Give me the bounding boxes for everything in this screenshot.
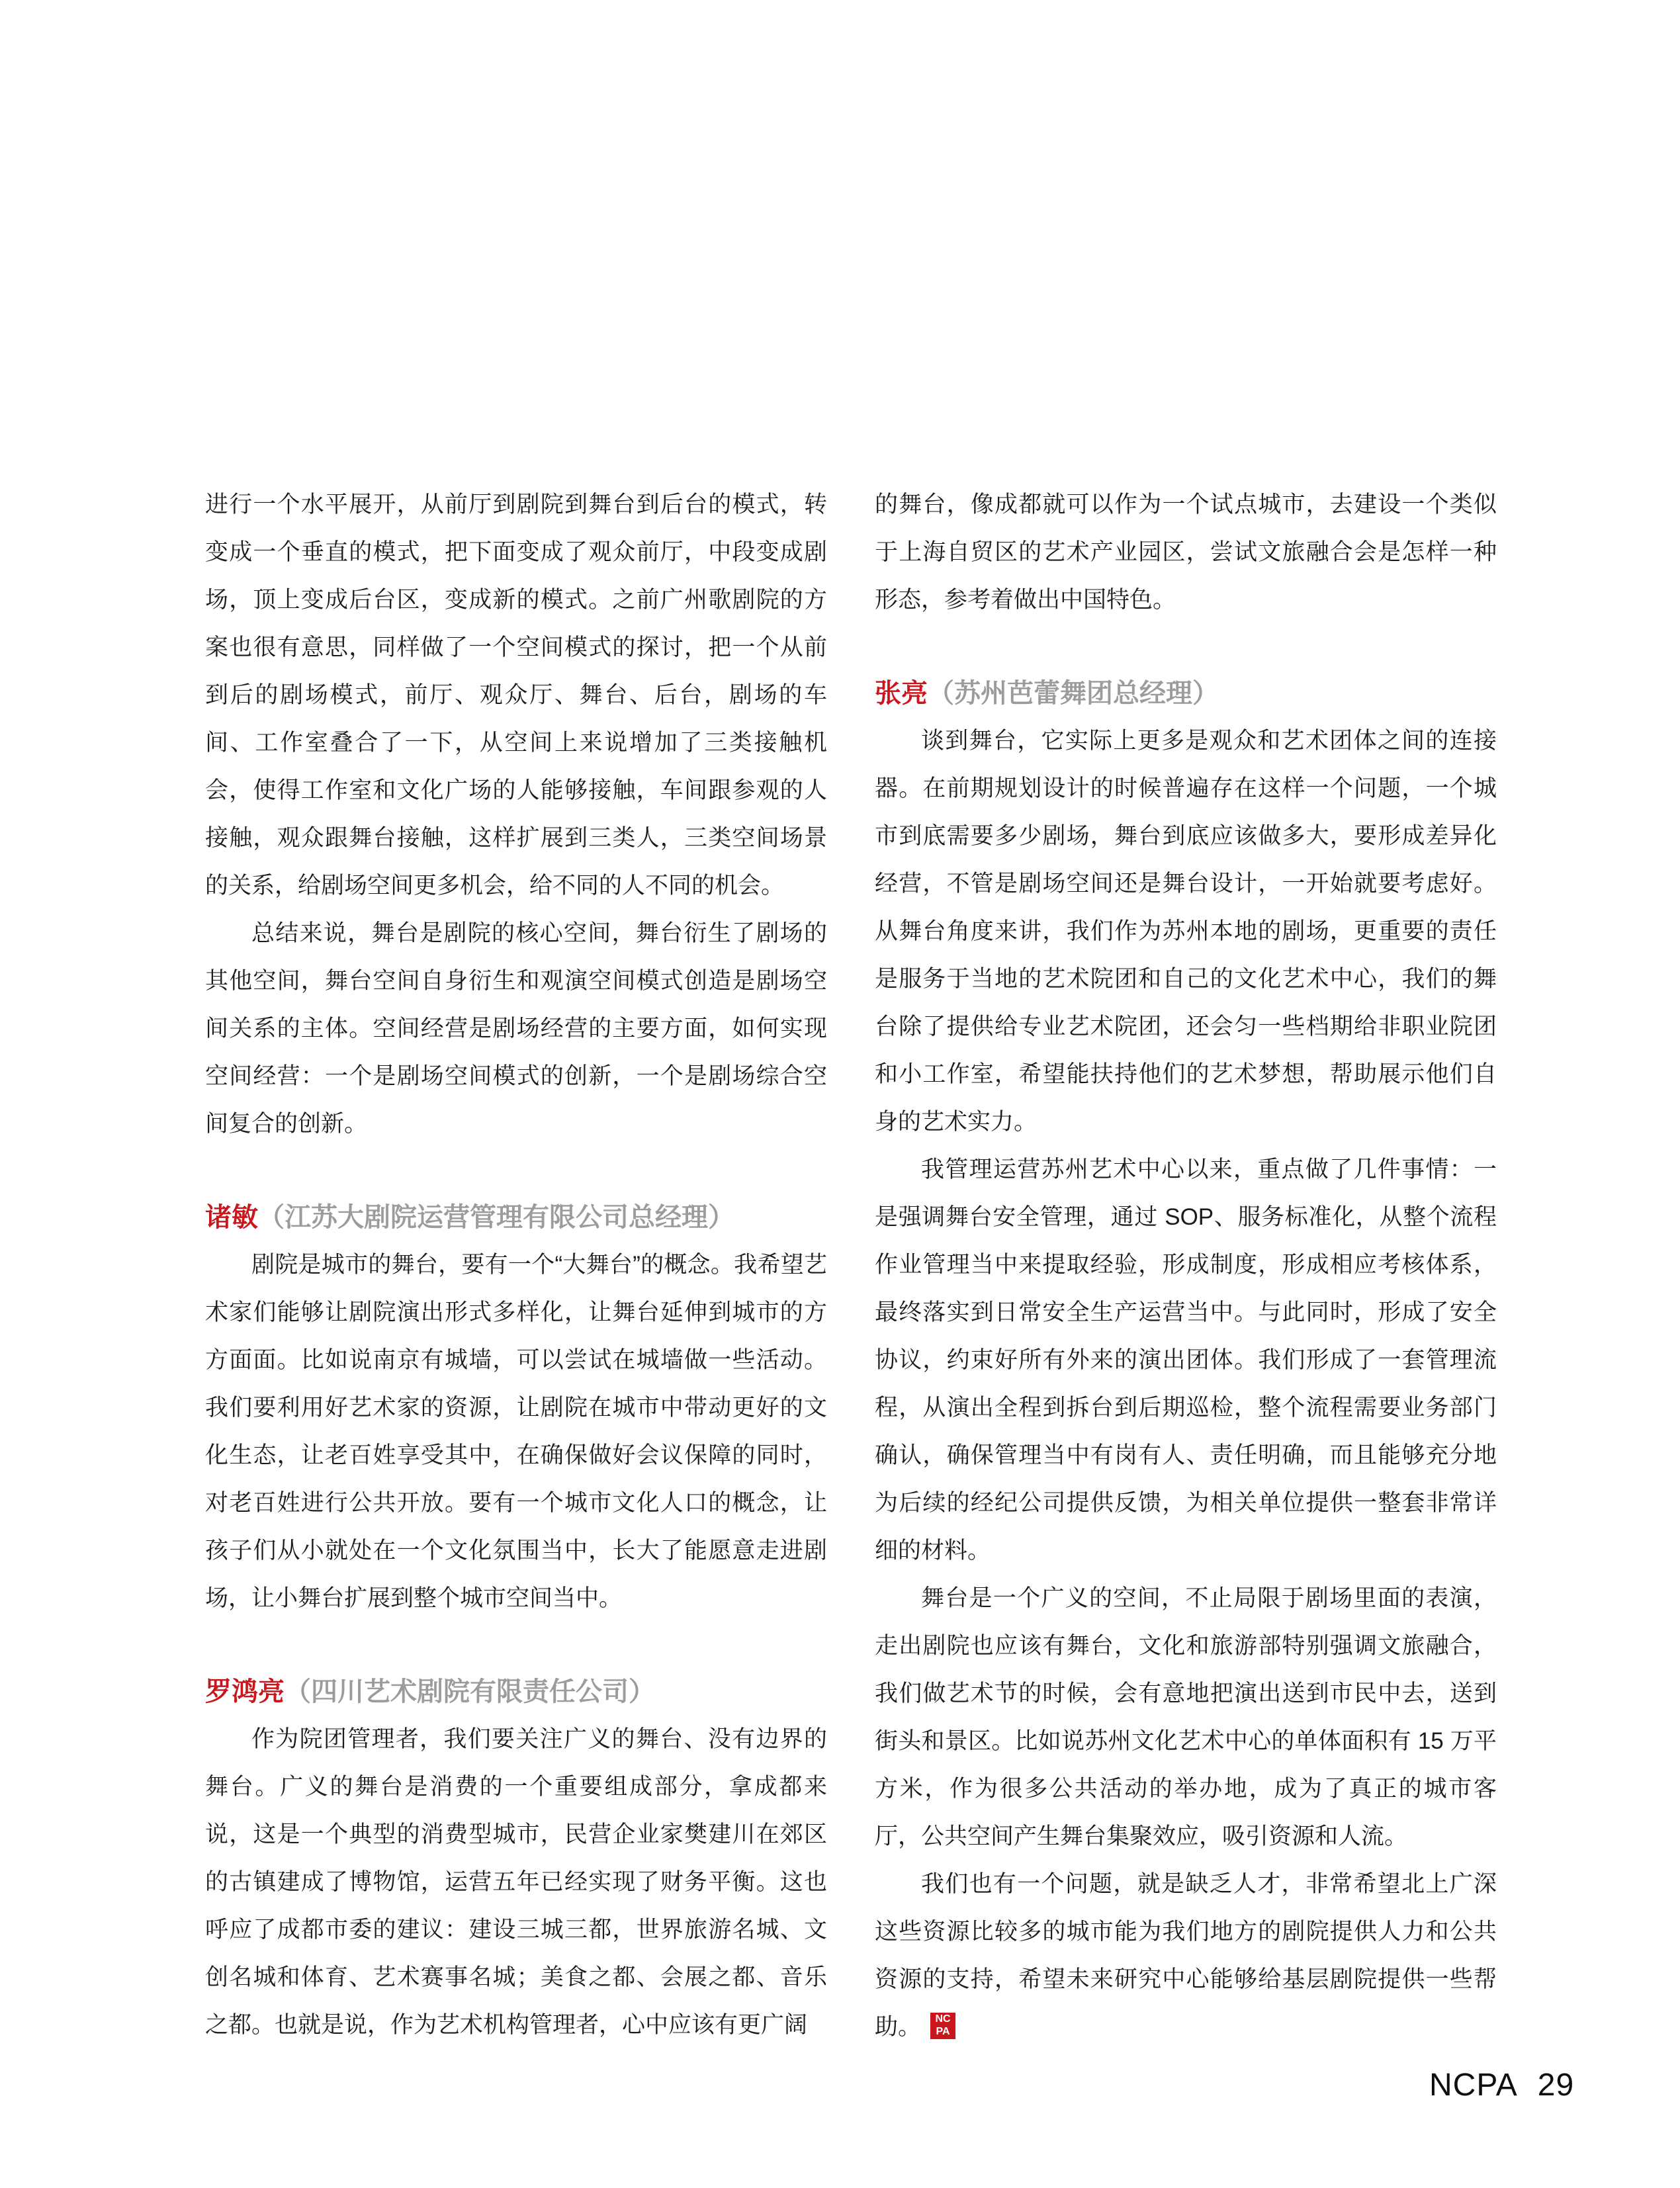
paragraph: 进行一个水平展开，从前厅到剧院到舞台到后台的模式，转变成一个垂直的模式，把下面变成了观众前厅，中段变成剧场，顶上变成后台区，变成新的模式。之前广州歌剧院的方案也很有意思，同样做了一个空间模式的探讨，把一个从前到后的剧场模式，前厅、观众厅、舞台、后台，剧场的车间、工作室叠合了一下，从空间上来说增加了三类接触机会，使得工作室和文化广场的人能够接触，车间跟参观的人接触，观众跟舞台接触，这样扩展到三类人，三类空间场景的关系，给剧场空间更多机会，给不同的人不同的机会。 — [205, 492, 827, 898]
page-number: 29 — [1537, 2068, 1575, 2103]
page-footer — [1429, 2070, 1574, 2101]
left-column — [205, 481, 827, 2049]
speaker-heading — [205, 1668, 827, 1716]
paragraph: 我管理运营苏州艺术中心以来，重点做了几件事情：一是强调舞台安全管理，通过 SOP、服务标准化，从整个流程作业管理当中来提取经验，形成制度，形成相应考核体系，最终落实到日常安全生产运营当中。与此同时，形成了安全协议，约束好所有外来的演出团体。我们形成了一套管理流程，从演出全程到拆台到后期巡检，整个流程需要业务部门确认，确保管理当中有岗有人、责任明确，而且能够充分地为后续的经纪公司提供反馈，为相关单位提供一整套非常详细的材料。 — [875, 1157, 1497, 1563]
paragraph: 谈到舞台，它实际上更多是观众和艺术团体之间的连接器。在前期规划设计的时候普遍存在这样一个问题，一个城市到底需要多少剧场，舞台到底应该做多大，要形成差异化经营，不管是剧场空间还是舞台设计，一开始就要考虑好。从舞台角度来讲，我们作为苏州本地的剧场，更重要的责任是服务于当地的艺术院团和自己的文化艺术中心，我们的舞台除了提供给专业艺术院团，还会匀一些档期给非职业院团和小工作室，希望能扶持他们的艺术梦想，帮助展示他们自身的艺术实力。 — [875, 728, 1497, 1135]
journal-name: NCPA — [1429, 2068, 1518, 2103]
speaker-name: 诸敏 — [205, 1203, 258, 1232]
paragraph: 作为院团管理者，我们要关注广义的舞台、没有边界的舞台。广义的舞台是消费的一个重要组成部分，拿成都来说，这是一个典型的消费型城市，民营企业家樊建川在郊区的古镇建成了博物馆，运营五年已经实现了财务平衡。这也呼应了成都市委的建议：建设三城三都，世界旅游名城、文创名城和体育、艺术赛事名城；美食之都、会展之都、音乐之都。也就是说，作为艺术机构管理者，心中应该有更广阔 — [205, 1726, 827, 2038]
speaker-title: （苏州芭蕾舞团总经理） — [928, 679, 1219, 708]
paragraph: 的舞台，像成都就可以作为一个试点城市，去建设一个类似于上海自贸区的艺术产业园区，尝试文旅融合会是怎样一种形态，参考着做出中国特色。 — [875, 492, 1497, 613]
paragraph: 总结来说，舞台是剧院的核心空间，舞台衍生了剧场的其他空间，舞台空间自身衍生和观演空间模式创造是剧场空间关系的主体。空间经营是剧场经营的主要方面，如何实现空间经营：一个是剧场空间模式的创新，一个是剧场综合空间复合的创新。 — [205, 920, 827, 1137]
speaker-heading — [875, 670, 1497, 717]
paragraph: 我们也有一个问题，就是缺乏人才，非常希望北上广深这些资源比较多的城市能为我们地方的剧院提供人力和公共资源的支持，希望未来研究中心能够给基层剧院提供一些帮助。 NC PA — [875, 1871, 1497, 2040]
right-column — [875, 481, 1497, 2051]
speaker-heading — [205, 1194, 827, 1241]
speaker-name: 罗鸿亮 — [205, 1677, 285, 1706]
paragraph: 剧院是城市的舞台，要有一个“大舞台”的概念。我希望艺术家们能够让剧院演出形式多样化，让舞台延伸到城市的方方面面。比如说南京有城墙，可以尝试在城墙做一些活动。我们要利用好艺术家的资源，让剧院在城市中带动更好的文化生态，让老百姓享受其中，在确保做好会议保障的同时，对老百姓进行公共开放。要有一个城市文化人口的概念，让孩子们从小就处在一个文化氛围当中，长大了能愿意走进剧场，让小舞台扩展到整个城市空间当中。 — [205, 1252, 827, 1611]
ncpa-end-mark-icon: NC PA — [930, 2013, 955, 2039]
speaker-title: （四川艺术剧院有限责任公司） — [285, 1677, 655, 1706]
speaker-title: （江苏大剧院运营管理有限公司总经理） — [258, 1203, 734, 1232]
paragraph: 舞台是一个广义的空间，不止局限于剧场里面的表演，走出剧院也应该有舞台，文化和旅游部特别强调文旅融合，我们做艺术节的时候，会有意地把演出送到市民中去，送到街头和景区。比如说苏州文化艺术中心的单体面积有 15 万平方米，作为很多公共活动的举办地，成为了真正的城市客厅，公共空间产生舞台集聚效应，吸引资源和人流。 — [875, 1585, 1497, 1849]
speaker-name: 张亮 — [875, 679, 928, 708]
